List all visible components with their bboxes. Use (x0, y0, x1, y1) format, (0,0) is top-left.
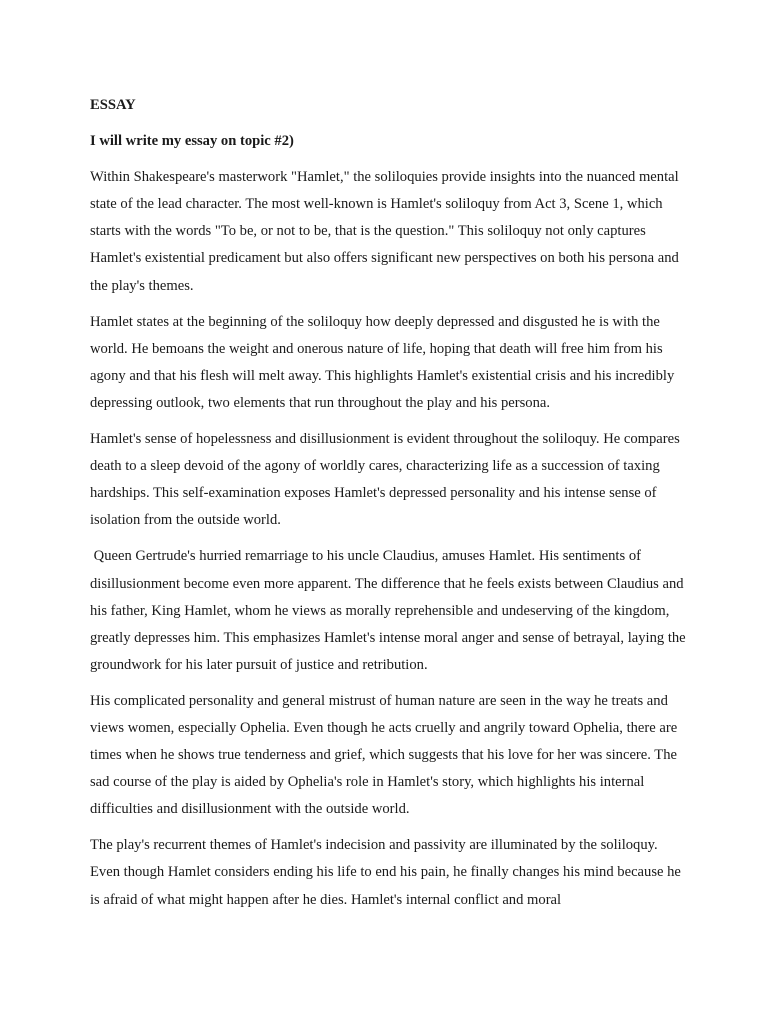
paragraph-hopelessness: Hamlet's sense of hopelessness and disillusionment is evident throughout the soliloquy. He compares death to a sleep devoid of the agony of worldly cares, characterizing life as a succession of taxing hardships. This self-examination exposes Hamlet's depressed personality and his intense sense of isolation from the outside world. (90, 431, 684, 529)
essay-page (90, 92, 690, 923)
essay-topic-heading: I will write my essay on topic #2) (90, 133, 294, 150)
paragraph-indecision: The play's recurrent themes of Hamlet's indecision and passivity are illuminated by the soliloquy. Even though Hamlet considers ending his life to end his pain, he finally changes his mind because he is afraid of what might happen after he dies. Hamlet's internal conflict and moral (90, 837, 685, 908)
paragraph-gertrude: Queen Gertrude's hurried remarriage to his uncle Claudius, amuses Hamlet. His sentiments of disillusionment become even more apparent. The difference that he feels exists between Claudius and his father, King Hamlet, whom he views as morally reprehensible and undeserving of the kingdom, greatly depresses him. This emphasizes Hamlet's intense moral anger and sense of betrayal, laying the groundwork for his later pursuit of justice and retribution. (90, 548, 690, 673)
paragraph-ophelia: His complicated personality and general mistrust of human nature are seen in the way he treats and views women, especially Ophelia. Even though he acts cruelly and angrily toward Ophelia, there are times when he shows true tenderness and grief, which suggests that his love for her was sincere. The sad course of the play is aided by Ophelia's role in Hamlet's story, which highlights his internal difficulties and disillusionment with the outside world. (90, 692, 681, 818)
essay-title: ESSAY (90, 97, 136, 113)
paragraph-depression: Hamlet states at the beginning of the soliloquy how deeply depressed and disgusted he is with the world. He bemoans the weight and onerous nature of life, hoping that death will free him from his agony and that his flesh will melt away. This highlights Hamlet's existential crisis and his incredibly depressing outlook, two elements that run throughout the play and his persona. (90, 313, 678, 411)
paragraph-intro: Within Shakespeare's masterwork "Hamlet," the soliloquies provide insights into the nuanced mental state of the lead character. The most well-known is Hamlet's soliloquy from Act 3, Scene 1, which starts with the words "To be, or not to be, that is the question." This soliloquy not only captures Hamlet's existential predicament but also offers significant new perspectives on both his persona and the play's themes. (90, 169, 683, 294)
